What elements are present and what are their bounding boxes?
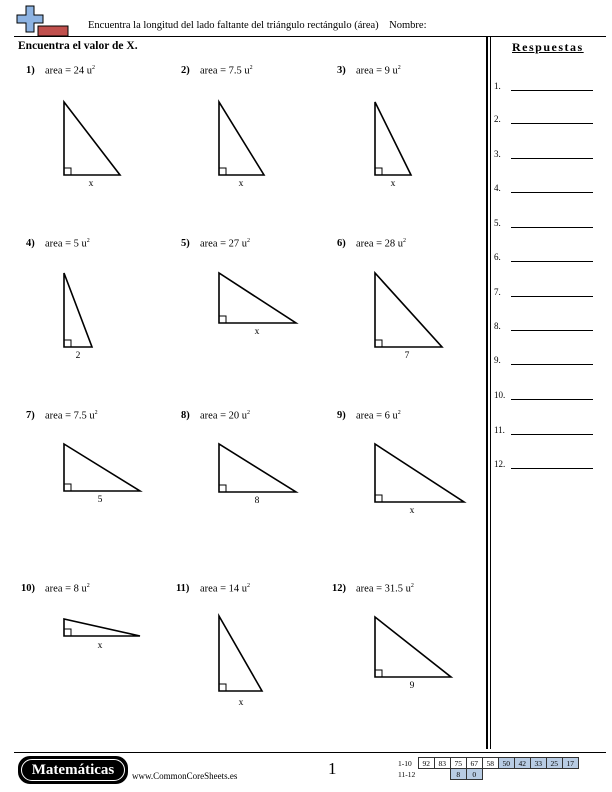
website-link: www.CommonCoreSheets.es [132, 771, 238, 781]
problem-number: 5) [181, 238, 190, 249]
answer-number: 10. [494, 390, 506, 400]
answer-column-divider [486, 37, 488, 749]
answer-number: 2. [494, 114, 501, 124]
bottom-divider [14, 752, 606, 753]
triangle-shape [219, 444, 296, 492]
answer-number: 3. [494, 149, 501, 159]
side-label: x [238, 698, 244, 708]
answers-title: Respuestas [512, 40, 584, 54]
side-label: x [97, 641, 103, 651]
problem-number: 2) [181, 65, 190, 76]
side-label: x [409, 506, 415, 516]
problem-number: 4) [26, 238, 35, 249]
problem-area: area = 24 $u^2$ [45, 65, 96, 77]
triangle-shape [375, 444, 464, 502]
right-angle-marker [375, 670, 382, 677]
score-row-1 [398, 758, 578, 769]
score-row-label: 1-10 [398, 758, 412, 768]
problem-area: area = 8 $u^2$ [45, 583, 90, 595]
right-angle-marker [219, 168, 226, 175]
side-label: x [88, 179, 94, 189]
score-cell: 0 [466, 769, 482, 780]
top-divider [14, 36, 606, 37]
side-label: 5 [97, 495, 103, 505]
right-angle-marker [219, 485, 226, 492]
score-cell: 92 [418, 758, 434, 769]
answer-line[interactable] [511, 330, 593, 331]
problem-area: area = 9 $u^2$ [356, 65, 401, 77]
problem-area: area = 31.5 $u^2$ [356, 583, 414, 595]
score-cell: 17 [562, 758, 578, 769]
right-angle-marker [64, 629, 71, 636]
triangle-shape [375, 273, 442, 347]
problem-area: area = 28 $u^2$ [356, 238, 407, 250]
score-row-2 [398, 769, 578, 780]
answer-number: 9. [494, 355, 501, 365]
problem-number: 11) [176, 583, 190, 594]
page-number: 1 [328, 759, 337, 778]
score-cell: 33 [530, 758, 546, 769]
answer-line[interactable] [511, 192, 593, 193]
score-cell: 83 [434, 758, 450, 769]
answer-line[interactable] [511, 399, 593, 400]
triangle-shape [375, 617, 451, 677]
answer-line[interactable] [511, 296, 593, 297]
score-cell: 8 [450, 769, 466, 780]
side-label: x [238, 179, 244, 189]
instructions: Encuentra el valor de X. [18, 40, 138, 52]
answer-number: 1. [494, 81, 501, 91]
right-angle-marker [375, 495, 382, 502]
right-angle-marker [375, 340, 382, 347]
triangle-shape [219, 273, 296, 323]
problem-number: 12) [332, 583, 346, 594]
problem-number: 9) [337, 410, 346, 421]
problem-area: area = 5 $u^2$ [45, 238, 90, 250]
triangle-shape [219, 616, 262, 691]
side-label: 7 [404, 351, 410, 361]
worksheet-title: Encuentra la longitud del lado faltante del triángulo rectángulo (área) Nombre: [88, 20, 427, 31]
side-label: x [390, 179, 396, 189]
right-angle-marker [219, 316, 226, 323]
answer-column-divider-inner [490, 37, 491, 749]
problem-number: 10) [21, 583, 35, 594]
answer-number: 4. [494, 183, 501, 193]
right-angle-marker [64, 484, 71, 491]
score-cell: 42 [514, 758, 530, 769]
name-label: Nombre: [389, 20, 427, 31]
right-angle-marker [64, 168, 71, 175]
triangle-shape [64, 619, 140, 636]
triangle-shape [64, 444, 140, 491]
problem-area: area = 7.5 $u^2$ [200, 65, 253, 77]
right-angle-marker [219, 684, 226, 691]
triangle-shape [64, 102, 120, 175]
problem-area: area = 27 $u^2$ [200, 238, 251, 250]
score-cell: 67 [466, 758, 482, 769]
answer-number: 5. [494, 218, 501, 228]
right-angle-marker [64, 340, 71, 347]
triangle-shape [219, 102, 264, 175]
problem-number: 8) [181, 410, 190, 421]
score-cell: 50 [498, 758, 514, 769]
right-angle-marker [375, 168, 382, 175]
answer-number: 12. [494, 459, 506, 469]
problem-number: 7) [26, 410, 35, 421]
score-cell: 75 [450, 758, 466, 769]
answer-line[interactable] [511, 227, 593, 228]
triangle-shape [64, 273, 92, 347]
answer-number: 8. [494, 321, 501, 331]
brand-badge: Matemáticas [18, 756, 128, 784]
problem-area: area = 7.5 $u^2$ [45, 410, 98, 422]
answer-line[interactable] [511, 468, 593, 469]
problem-number: 6) [337, 238, 346, 249]
answer-line[interactable] [511, 364, 593, 365]
answer-number: 6. [494, 252, 501, 262]
problem-area: area = 20 $u^2$ [200, 410, 251, 422]
side-label: x [254, 327, 260, 337]
score-cell: 58 [482, 758, 498, 769]
answer-line[interactable] [511, 90, 593, 91]
score-table [398, 757, 579, 780]
side-label: 8 [254, 496, 260, 506]
logo-icon [16, 4, 70, 38]
answer-line[interactable] [511, 261, 593, 262]
answer-line[interactable] [511, 123, 593, 124]
problem-number: 1) [26, 65, 35, 76]
problem-number: 3) [337, 65, 346, 76]
triangle-shape [375, 102, 411, 175]
problem-area: area = 14 $u^2$ [200, 583, 251, 595]
problem-area: area = 6 $u^2$ [356, 410, 401, 422]
answer-line[interactable] [511, 434, 593, 435]
side-label: 9 [409, 681, 415, 691]
answer-line[interactable] [511, 158, 593, 159]
answer-number: 11. [494, 425, 505, 435]
answer-number: 7. [494, 287, 501, 297]
score-cell: 25 [546, 758, 562, 769]
side-label: 2 [75, 351, 81, 361]
score-row-label: 11-12 [398, 769, 416, 779]
